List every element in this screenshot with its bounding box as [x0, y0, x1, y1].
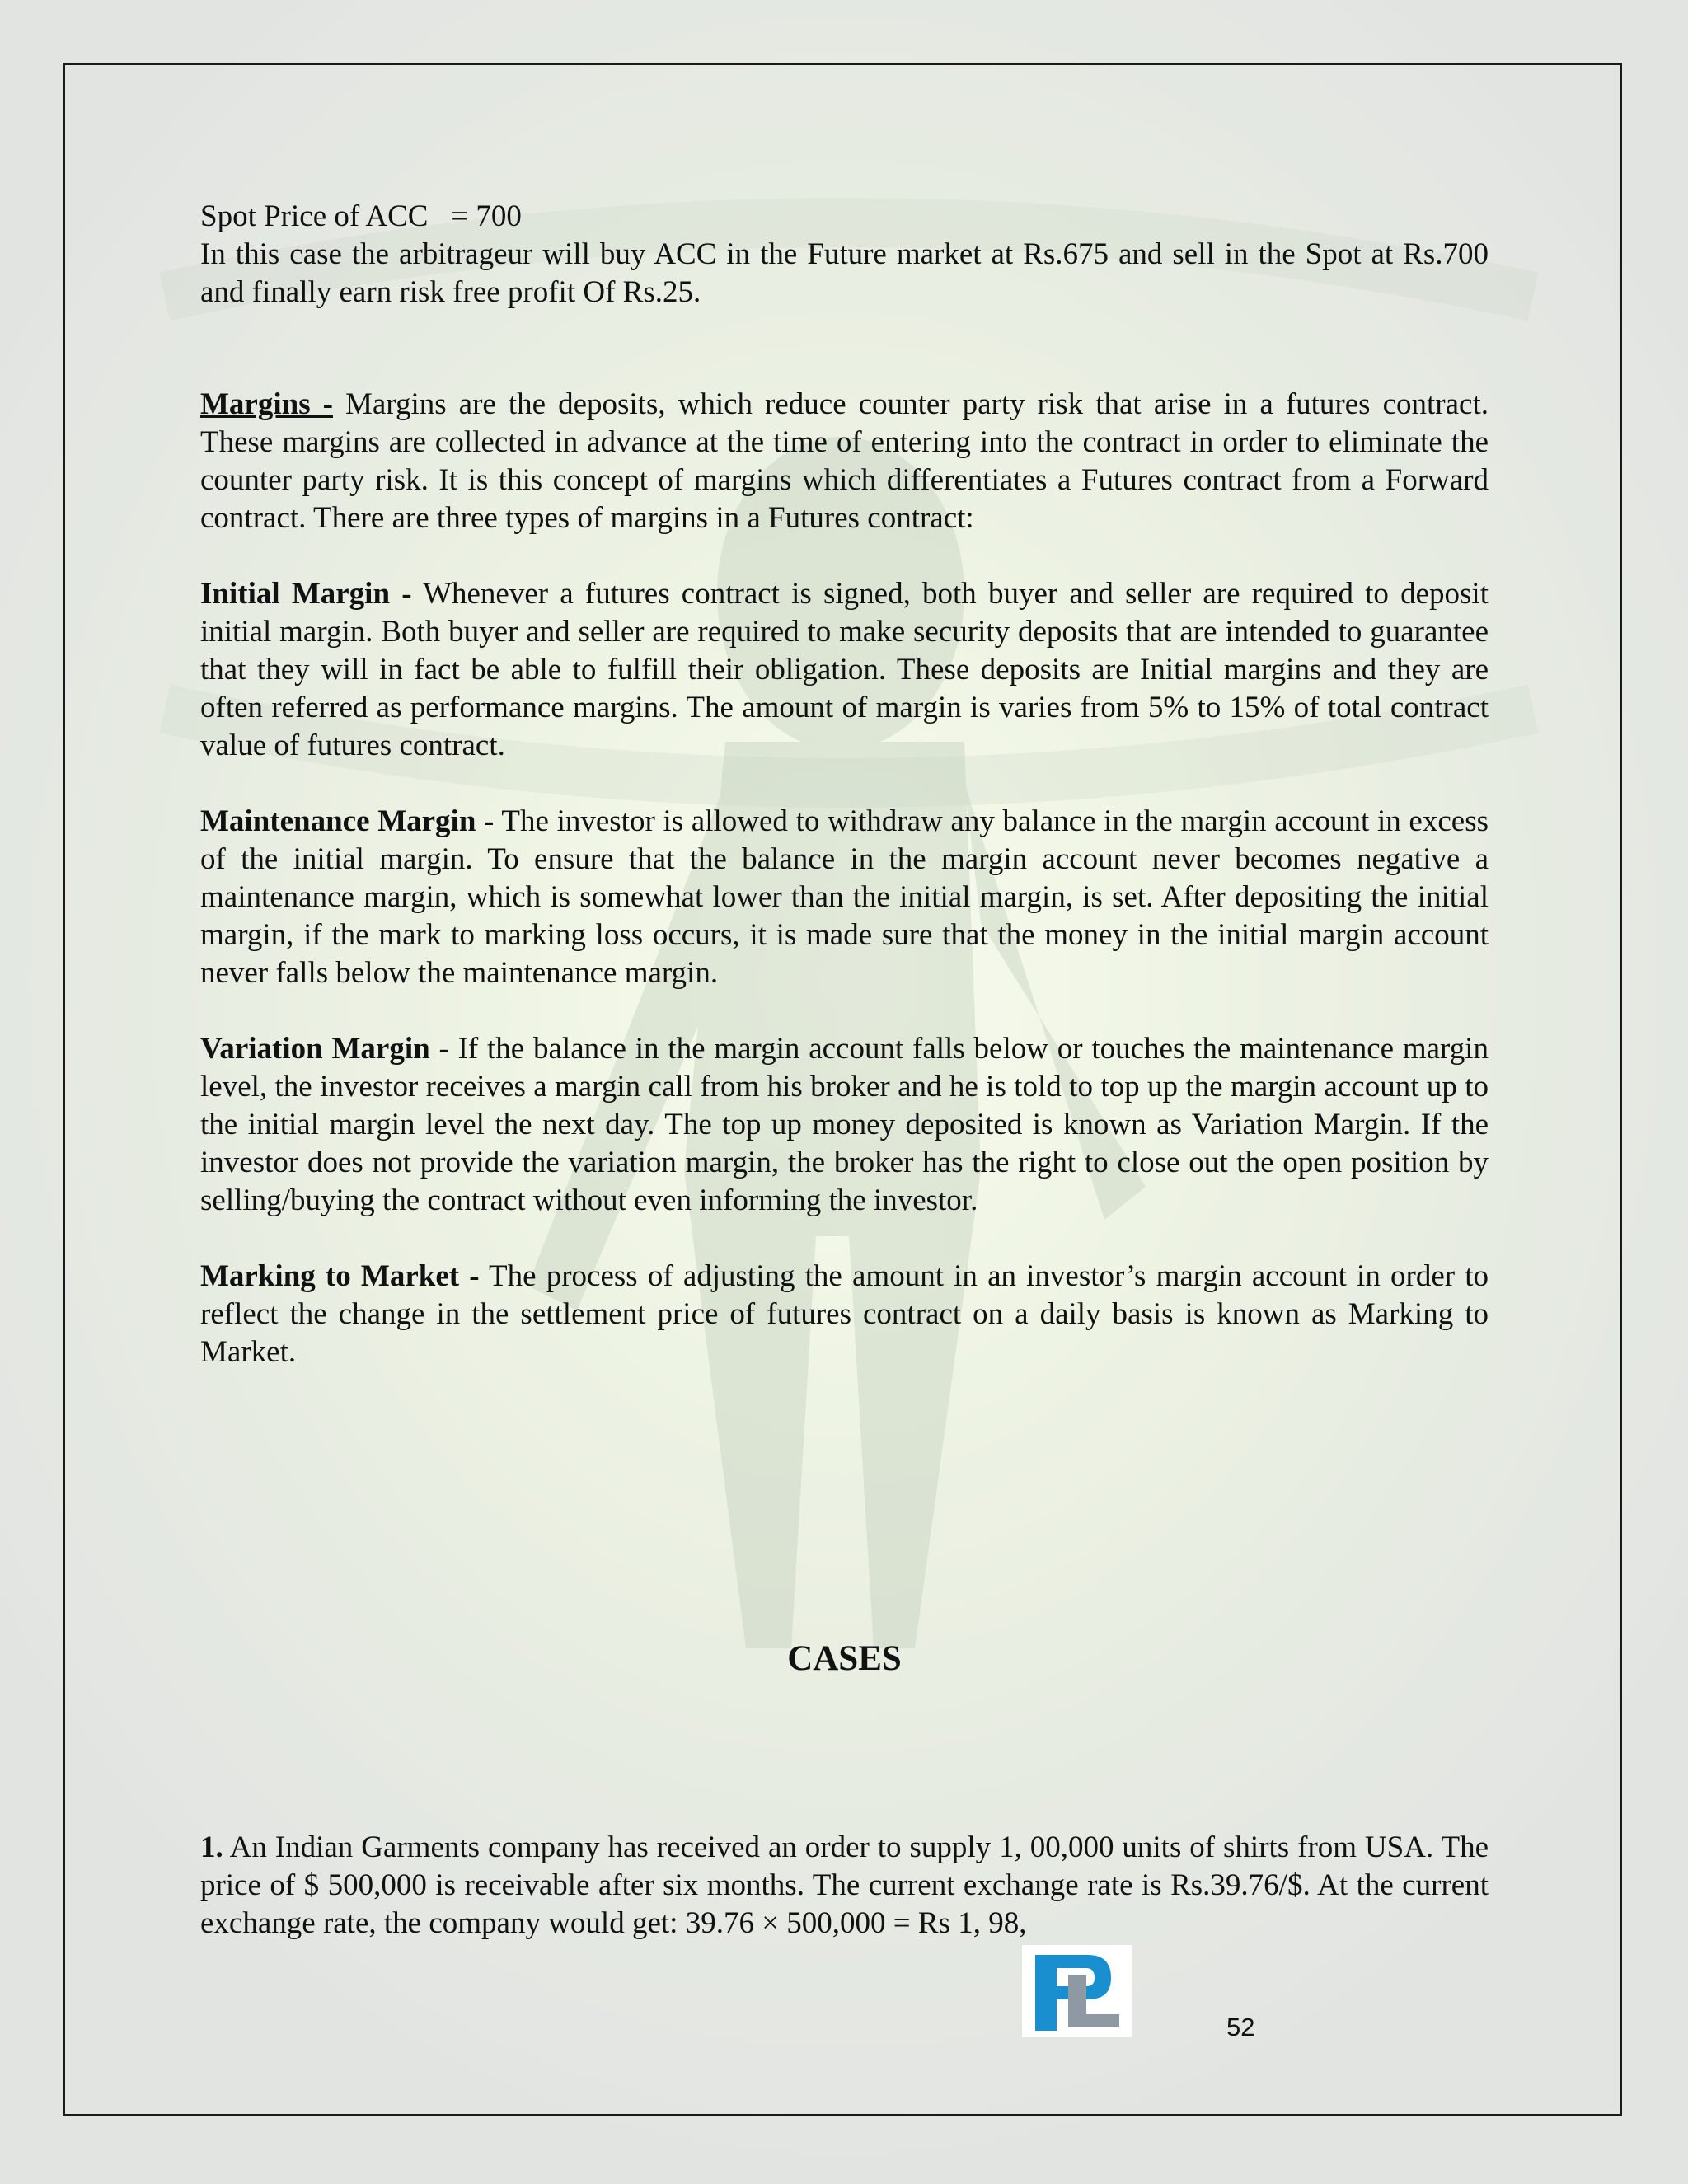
case-1-paragraph	[200, 1829, 1489, 1943]
document-body	[200, 198, 1489, 1371]
maintenance-margin-paragraph	[200, 803, 1489, 992]
logo-p-stem	[1035, 1955, 1057, 2031]
margins-term: Margins -	[200, 387, 333, 421]
case-1-text: An Indian Garments company has received an order to supply 1, 00,000 units of shirts from USA. The price of $ 500,000 is receivable after six months. The current exchange rate is Rs.39.76/$. At the current exchange rate, the company would get: 39.76 × 500,000 = Rs 1, 98,	[200, 1830, 1489, 1940]
maintenance-margin-term: Maintenance Margin -	[200, 804, 495, 838]
marking-to-market-paragraph	[200, 1258, 1489, 1371]
variation-margin-paragraph	[200, 1030, 1489, 1220]
publisher-logo	[1022, 1945, 1132, 2037]
marking-to-market-body: The process of adjusting the amount in an investor’s margin account in order to reflect the change in the settlement price of futures contract on a daily basis is known as Marking to Market.	[200, 1259, 1489, 1369]
margins-body: Margins are the deposits, which reduce counter party risk that arise in a futures contract. These margins are collected in advance at the time of entering into the contract in order to eliminate the counter party risk. It is this concept of margins which differentiates a Futures contract from a Forward contract. There are three types of margins in a Futures contract:	[200, 387, 1489, 535]
variation-margin-body: If the balance in the margin account falls below or touches the maintenance margin level, the investor receives a margin call from his broker and he is told to top up the margin account up to the initial margin level the next day. The top up money deposited is known as Variation Margin. If the investor does not provide the variation margin, the broker has the right to close out the open position by selling/buying the contract without even informing the investor.	[200, 1032, 1489, 1217]
initial-margin-body: Whenever a futures contract is signed, both buyer and seller are required to deposit initial margin. Both buyer and seller are required to make security deposits that are intended to guarantee that they will in fact be able to fulfill their obligation. These deposits are Initial margins and they are often referred as performance margins. The amount of margin is varies from 5% to 15% of total contract value of futures contract.	[200, 577, 1489, 762]
maintenance-margin-body: The investor is allowed to withdraw any balance in the margin account in excess of the initial margin. To ensure that the balance in the margin account never becomes negative a maintenance margin, which is somewhat lower than the initial margin, is set. After depositing the initial margin, if the mark to marking loss occurs, it is made sure that the money in the initial margin account never falls below the maintenance margin.	[200, 804, 1489, 990]
case-1-number: 1.	[200, 1830, 223, 1864]
cases-heading: CASES	[787, 1639, 902, 1678]
marking-to-market-term: Marking to Market -	[200, 1259, 480, 1293]
page-number: 52	[1226, 2013, 1255, 2041]
initial-margin-paragraph	[200, 575, 1489, 765]
spot-price-line: Spot Price of ACC = 700	[200, 199, 522, 233]
logo-l-foot	[1068, 2014, 1119, 2027]
arbitrage-paragraph: In this case the arbitrageur will buy ACC in the Future market at Rs.675 and sell in the Spot at Rs.700 and finally earn risk free profit Of Rs.25.	[200, 237, 1489, 309]
variation-margin-term: Variation Margin -	[200, 1032, 449, 1066]
margins-paragraph	[200, 386, 1489, 537]
initial-margin-term: Initial Margin -	[200, 577, 412, 611]
